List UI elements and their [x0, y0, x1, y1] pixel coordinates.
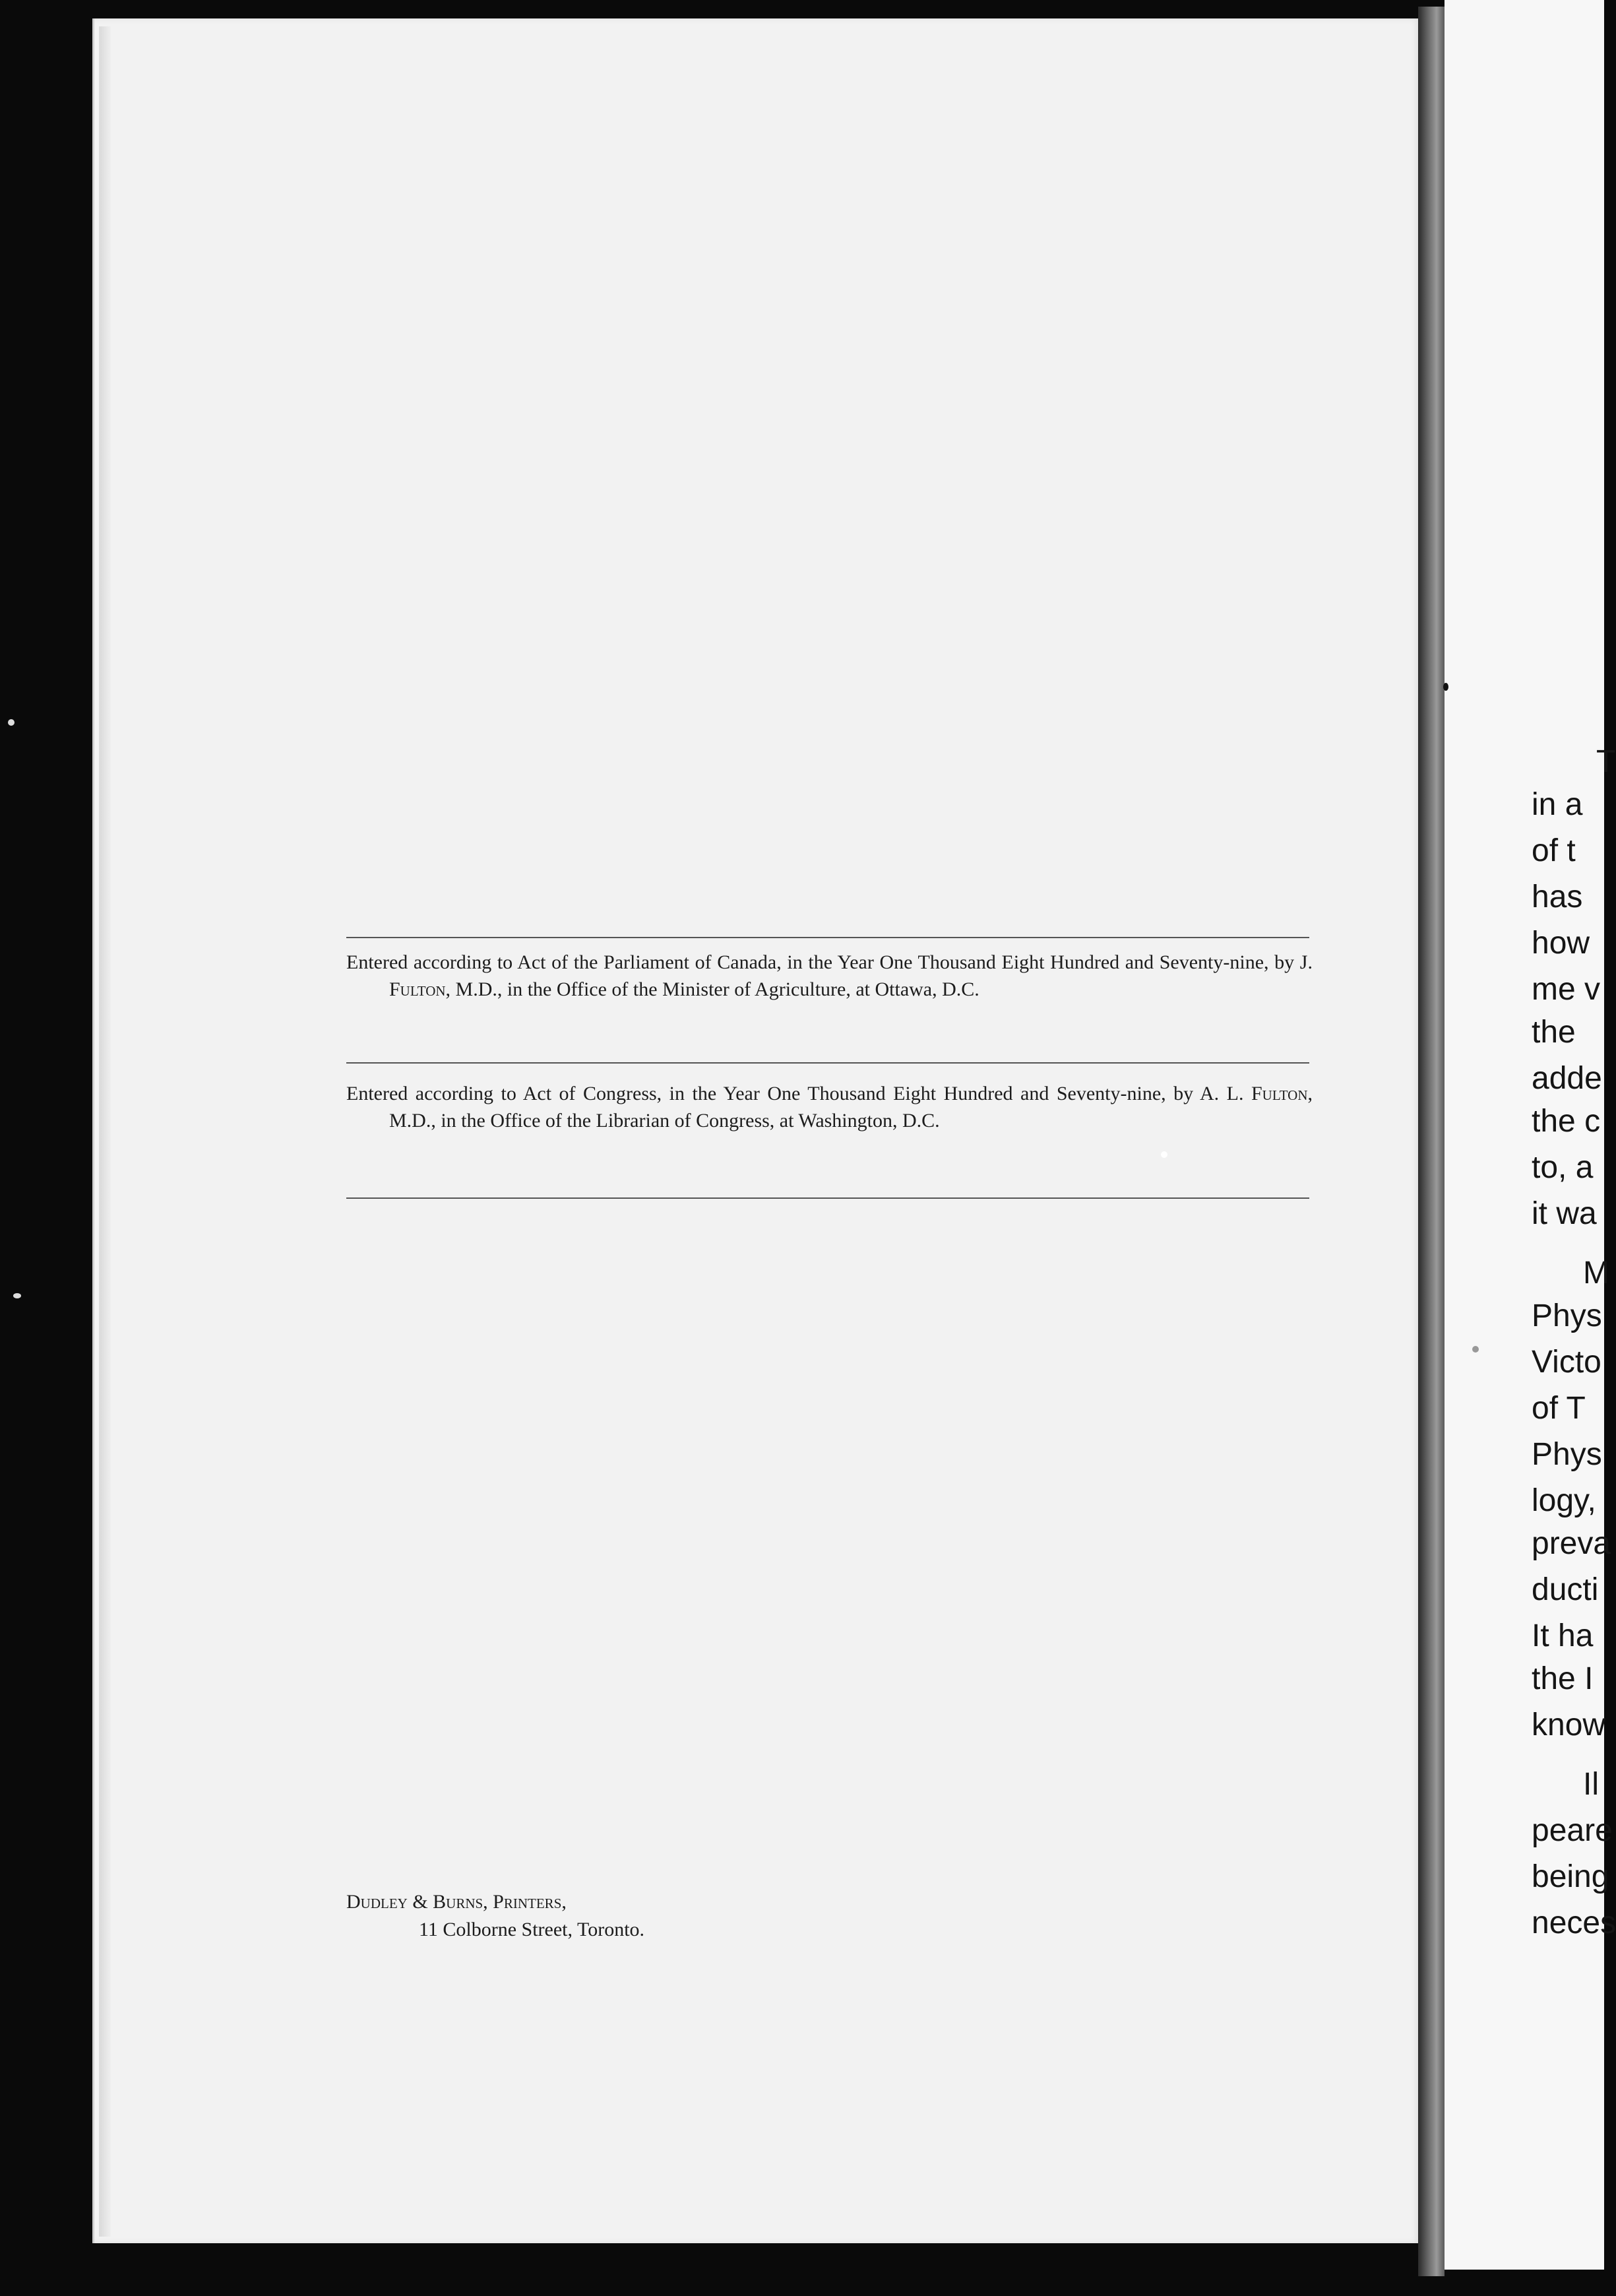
right-fragment: Victo	[1532, 1345, 1601, 1380]
copyright-canada-author: Fulton	[389, 978, 446, 1000]
right-fragment: Phys	[1532, 1437, 1602, 1472]
right-fragment: the	[1532, 1015, 1576, 1050]
right-fragment: preva	[1532, 1526, 1611, 1561]
right-fragment: peare	[1532, 1813, 1613, 1848]
right-fragment: me v	[1532, 972, 1601, 1007]
copyright-us-text-2: , M.D., in the Office of the Librarian of Congress, at Washington, D.C.	[389, 1083, 1313, 1132]
copyright-canada	[346, 949, 1313, 1003]
right-fragment: T	[1596, 744, 1616, 779]
right-fragment: M	[1583, 1256, 1609, 1291]
rule-top	[346, 937, 1309, 938]
right-fragment: of T	[1532, 1391, 1586, 1426]
right-fragment: has	[1532, 879, 1583, 914]
right-fragment: to, a	[1532, 1150, 1594, 1185]
copyright-canada-text-1: Entered according to Act of the Parliament of Canada, in the Year One Thousand Eight Hundred and Seventy-nine, by J.	[346, 951, 1313, 973]
right-fragment: it wa	[1532, 1196, 1597, 1231]
left-page-edge	[99, 26, 111, 2237]
printer-imprint	[346, 1888, 644, 1944]
right-fragment: adde	[1532, 1061, 1602, 1096]
right-fragment: in a	[1532, 787, 1583, 822]
right-fragment: being	[1532, 1859, 1609, 1894]
right-fragment: Phys	[1532, 1298, 1602, 1333]
rule-middle	[346, 1062, 1309, 1064]
scan-speck	[1472, 1346, 1479, 1353]
right-fragment: the c	[1532, 1104, 1601, 1139]
copyright-us	[346, 1080, 1313, 1134]
rule-bottom	[346, 1197, 1309, 1199]
scan-speck	[8, 719, 15, 726]
scan-speck	[1161, 1151, 1167, 1158]
printer-name: Dudley & Burns, Printers,	[346, 1891, 567, 1913]
right-fragment: Il	[1583, 1767, 1599, 1802]
right-fragment: know	[1532, 1707, 1606, 1742]
right-fragment: of t	[1532, 833, 1576, 868]
scan-speck	[1443, 683, 1448, 691]
right-fragment: ducti	[1532, 1572, 1599, 1607]
right-fragment: the I	[1532, 1661, 1594, 1696]
right-fragment: It ha	[1532, 1618, 1594, 1653]
right-fragment: neces	[1532, 1905, 1616, 1940]
printer-address: 11 Colborne Street, Toronto.	[419, 1919, 645, 1940]
copyright-us-text-1: Entered according to Act of Congress, in the Year One Thousand Eight Hundred and Seventy-nine, by A. L.	[346, 1083, 1251, 1104]
right-fragment: how	[1532, 926, 1590, 961]
book-gutter	[1418, 7, 1445, 2276]
copyright-us-author: Fulton	[1251, 1083, 1308, 1104]
copyright-canada-text-2: , M.D., in the Office of the Minister of Agriculture, at Ottawa, D.C.	[445, 978, 979, 1000]
scan-speck	[13, 1293, 21, 1298]
right-fragment: logy,	[1532, 1483, 1596, 1518]
